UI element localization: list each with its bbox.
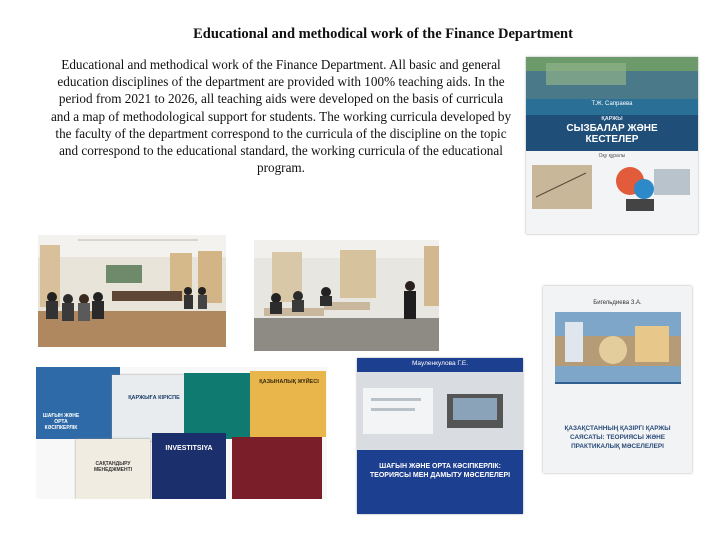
book-b4-title: INVESTITSIYA <box>165 445 213 452</box>
book-topline: ҚАРЖЫ <box>601 116 623 122</box>
book-group-photo <box>36 367 327 499</box>
book-b8 <box>232 437 322 499</box>
book-author: Бигельдиева З.А. <box>593 300 642 306</box>
book-cover-art <box>357 358 523 514</box>
book-cover-art <box>526 57 698 234</box>
description-paragraph: Educational and methodical work of the Finance Department. All basic and general education disciplines of the department are provided with 100% teaching aids. In the period from 2021 to 2026, all teaching aids were developed on the basis of curricula and a map of methodological support for students. The working curricula developed by the faculty of the department correspond to the curricula of the discipline on the topic and correspond to the educational standard, the working curricula of the educational program. <box>50 57 512 176</box>
book-author: Т.Ж. Сапраева <box>591 101 633 107</box>
classroom-photo-2 <box>254 240 439 351</box>
book-b7 <box>152 433 226 499</box>
book-cover-small-business <box>357 358 523 514</box>
book-cover-finance-schemes <box>526 57 698 234</box>
book-title: ҚАЗАҚСТАННЫҢ ҚАЗІРГІ ҚАРЖЫ САЯСАТЫ: ТЕОРИЯСЫ ЖӘНЕ ПРАКТИКАЛЫҚ МӘСЕЛЕЛЕРІ <box>564 425 671 450</box>
book-b5-title: ҚАЗЫНАЛЫҚ ЖҮЙЕСІ <box>259 379 319 385</box>
book-b3 <box>184 373 258 439</box>
page-title: Educational and methodical work of the Finance Department <box>193 26 573 42</box>
book-cover-kazakhstan-policy <box>543 286 692 473</box>
book-author: Мауленкулова Г.Е. <box>411 360 469 367</box>
classroom-photo-1-image <box>38 235 226 347</box>
classroom-photo-2-image <box>254 240 439 351</box>
book-b1-title: ҚАРЖЫҒА КІРІСПЕ <box>128 395 180 401</box>
book-b3-title: САҚТАНДЫРУ МЕНЕДЖМЕНТІ <box>93 461 133 473</box>
book-subtitle: Оқу құралы <box>598 153 626 159</box>
book-b2-title: ШАҒЫН ЖӘНЕ ОРТА КӘСІПКЕРЛІК <box>42 413 80 431</box>
classroom-photo-1 <box>38 235 226 347</box>
book-title: ШАҒЫН ЖӘНЕ ОРТА КӘСІПКЕРЛІК: ТЕОРИЯСЫ МЕН ДАМЫТУ МӘСЕЛЕЛЕРІ <box>369 463 511 479</box>
book-title: СЫЗБАЛАР ЖӘНЕ КЕСТЕЛЕР <box>566 123 658 145</box>
